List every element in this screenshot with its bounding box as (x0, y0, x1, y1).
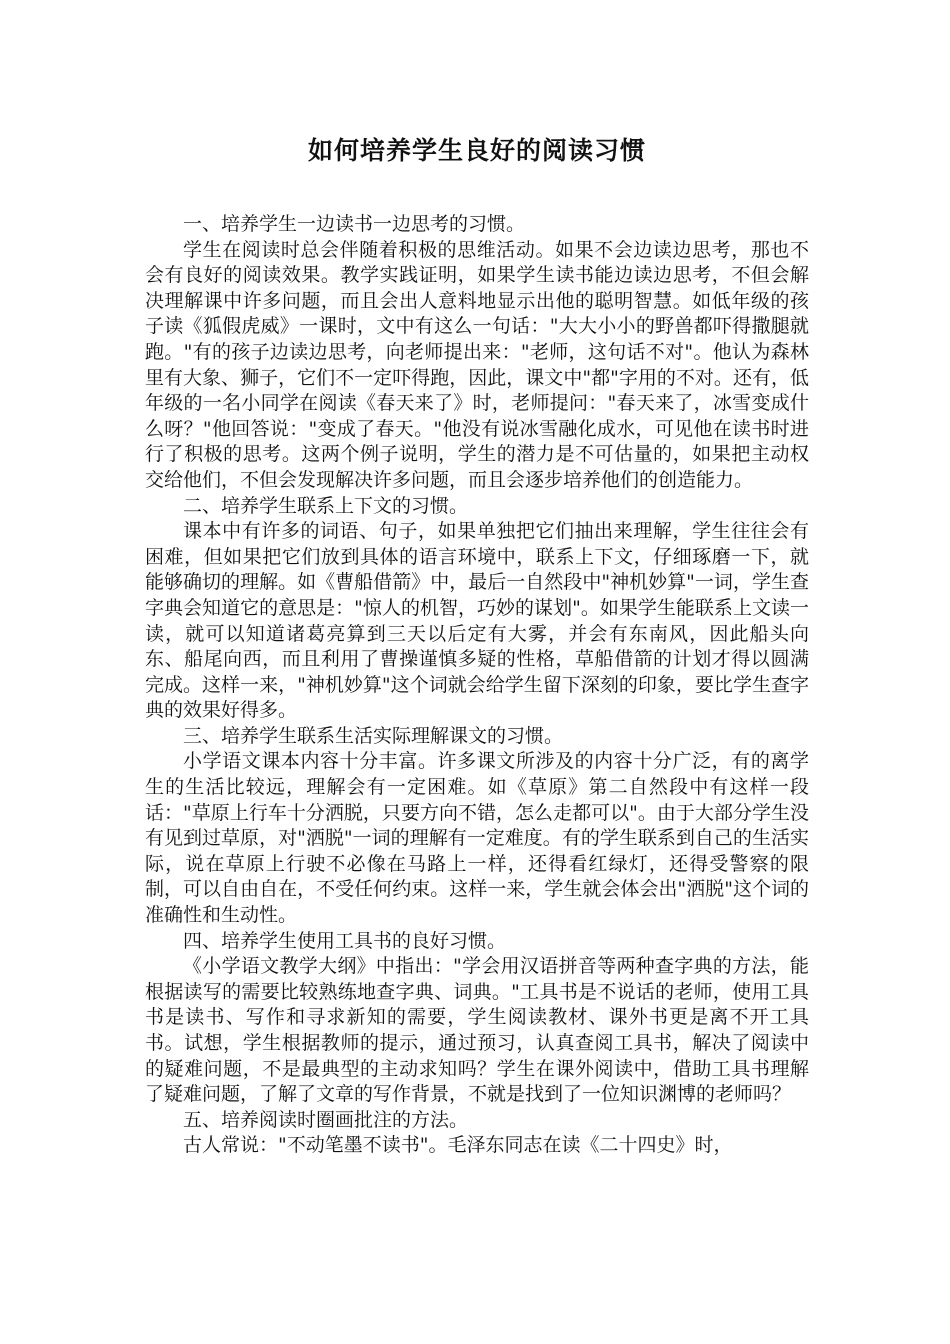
section-body-3: 小学语文课本内容十分丰富。许多课文所涉及的内容十分广泛，有的离学生的生活比较远，理解会有一定困难。如《草原》第二自然段中有这样一段话："草原上行车十分洒脱，只要方向不错，怎么走都可以"。由于大部分学生没有见到过草原，对"洒脱"一词的理解有一定难度。有的学生联系到自己的生活实际，说在草原上行驶不必像在马路上一样，还得看红绿灯，还得受警察的限制，可以自由自在，不受任何约束。这样一来，学生就会体会出"洒脱"这个词的准确性和生动性。 (145, 750, 809, 927)
section-body-4: 《小学语文教学大纲》中指出："学会用汉语拼音等两种查字典的方法，能根据读写的需要比较熟练地查字典、词典。"工具书是不说话的老师，使用工具书是读书、写作和寻求新知的需要，学生阅读教材、课外书更是离不开工具书。试想，学生根据教师的提示，通过预习，认真查阅工具书，解决了阅读中的疑难问题，不是最典型的主动求知吗？学生在课外阅读中，借助工具书理解了疑难问题，了解了文章的写作背景，不就是找到了一位知识渊博的老师吗？ (145, 955, 809, 1106)
section-heading-2: 二、培养学生联系上下文的习惯。 (183, 494, 469, 517)
section-heading-3: 三、培养学生联系生活实际理解课文的习惯。 (183, 724, 564, 747)
document-content (145, 128, 809, 1159)
section-body-2: 课本中有许多的词语、句子，如果单独把它们抽出来理解，学生往往会有困难，但如果把它们放到具体的语言环境中，联系上下文，仔细琢磨一下，就能够确切的理解。如《曹船借箭》中，最后一自然段中"神机妙算"一词，学生查字典会知道它的意思是："惊人的机智，巧妙的谋划"。如果学生能联系上文读一读，就可以知道诸葛亮算到三天以后定有大雾，并会有东南风，因此船头向东、船尾向西，而且利用了曹操谨慎多疑的性格，草船借箭的计划才得以圆满完成。这样一来，"神机妙算"这个词就会给学生留下深刻的印象，要比学生查字典的效果好得多。 (145, 520, 809, 722)
section-heading-4: 四、培养学生使用工具书的良好习惯。 (183, 929, 507, 952)
section-heading-5: 五、培养阅读时圈画批注的方法。 (183, 1108, 469, 1131)
section-body-5: 古人常说："不动笔墨不读书"。毛泽东同志在读《二十四史》时， (183, 1134, 733, 1157)
section-body-1: 学生在阅读时总会伴随着积极的思维活动。如果不会边读边思考，那也不会有良好的阅读效果。教学实践证明，如果学生读书能边读边思考，不但会解决理解课中许多问题，而且会出人意料地显示出他的聪明智慧。如低年级的孩子读《狐假虎威》一课时，文中有这么一句话："大大小小的野兽都吓得撒腿就跑。"有的孩子边读边思考，向老师提出来："老师，这句话不对"。他认为森林里有大象、狮子，它们不一定吓得跑，因此，课文中"都"字用的不对。还有，低年级的一名小同学在阅读《春天来了》时，老师提问："春天来了，冰雪变成什么呀？"他回答说："变成了春天。"他没有说冰雪融化成水，可见他在读书时进行了积极的思考。这两个例子说明，学生的潜力是不可估量的，如果把主动权交给他们，不但会发现解决许多问题，而且会逐步培养他们的创造能力。 (145, 238, 809, 491)
document-title: 如何培养学生良好的阅读习惯 (307, 136, 646, 165)
section-heading-1: 一、培养学生一边读书一边思考的习惯。 (183, 213, 526, 235)
